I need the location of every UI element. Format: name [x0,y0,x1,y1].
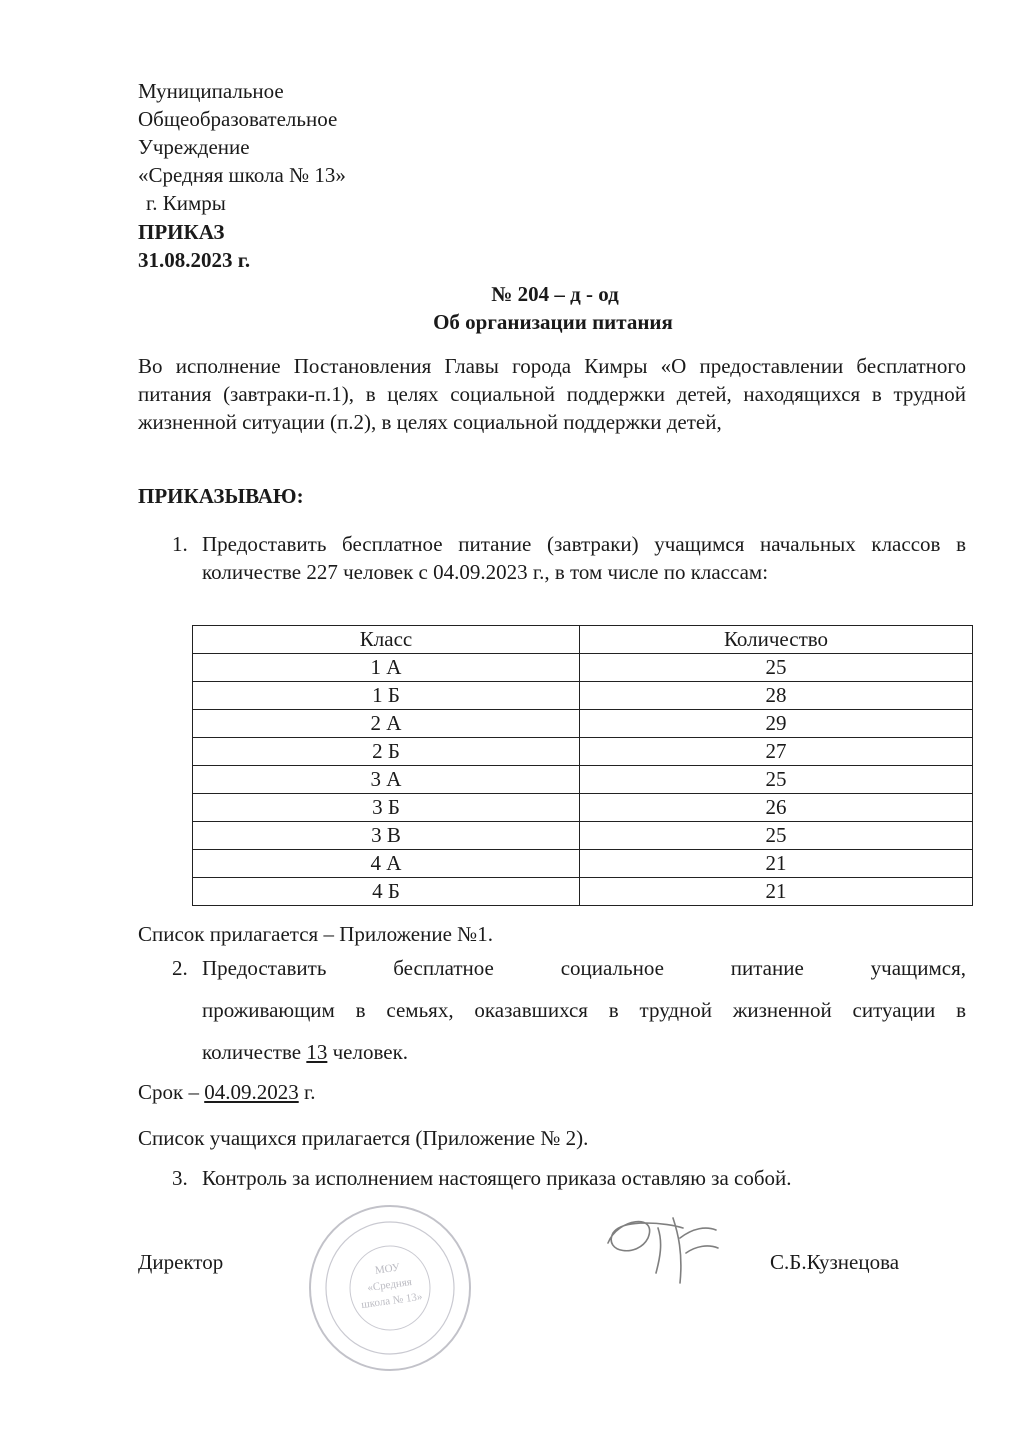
table-cell-count: 25 [580,654,973,682]
table-header-row [193,626,973,654]
table-header-count: Количество [580,626,973,654]
item-3-number: 3. [172,1166,188,1190]
table-cell-count: 26 [580,794,973,822]
table-cell-count: 27 [580,738,973,766]
table-row [193,682,973,710]
table-row [193,766,973,794]
director-signature [588,1198,738,1298]
table-cell-class: 2 А [193,710,580,738]
table-cell-count: 28 [580,682,973,710]
signatory-name: С.Б.Кузнецова [770,1250,900,1274]
table-cell-count: 29 [580,710,973,738]
table-cell-count: 21 [580,850,973,878]
table-cell-class: 4 А [193,850,580,878]
table-cell-count: 21 [580,878,973,906]
item-1-number: 1. [172,532,188,556]
org-name-line-2: Общеобразовательное [138,107,338,131]
list-attached-note-1: Список прилагается – Приложение №1. [138,922,493,946]
school-seal-stamp [305,1200,475,1375]
org-name-line-4: «Средняя школа № 13» [138,163,346,187]
table-cell-class: 1 Б [193,682,580,710]
table-cell-class: 4 Б [193,878,580,906]
org-city: г. Кимры [146,191,226,215]
item-2-number: 2. [172,956,188,980]
preamble-paragraph: Во исполнение Постановления Главы города Кимры «О предоставлении бесплатного питания (завтраки-п.1), в целях социальной поддержки детей, находящихся в трудной жизненной ситуации (п.2), в целях социальной поддержки детей, [138,354,966,434]
stamp-text-2: «Средняя [366,1275,413,1295]
table-cell-class: 3 В [193,822,580,850]
table-row [193,738,973,766]
signatory-position: Директор [138,1250,224,1274]
list-attached-note-2: Список учащихся прилагается (Приложение № 2). [138,1126,589,1150]
table-cell-class: 2 Б [193,738,580,766]
item-2-line-3 [202,1038,408,1066]
item-2-line-1: Предоставить бесплатное социальное питание учащимся, [202,956,966,980]
table-header-class: Класс [193,626,580,654]
deadline-suffix: г. [303,1080,316,1104]
table-row [193,850,973,878]
stamp-text-3: школа № 13» [360,1290,424,1312]
table-row [193,710,973,738]
deadline-line [138,1078,315,1106]
stamp-text-1: МОУ [374,1261,401,1277]
item-2-count-prefix: количестве [202,1040,302,1064]
table-row [193,878,973,906]
order-word: ПРИКАЗЫВАЮ: [138,484,304,508]
item-2-count: 13 [306,1040,328,1064]
classes-table [192,625,973,906]
table-row [193,822,973,850]
doc-number: № 204 – д - од [491,282,619,306]
deadline-prefix: Срок – [138,1080,199,1104]
table-cell-class: 3 А [193,766,580,794]
deadline-date: 04.09.2023 [204,1080,299,1104]
table-cell-class: 1 А [193,654,580,682]
item-3-text: Контроль за исполнением настоящего приказа оставляю за собой. [202,1166,792,1190]
table-row [193,794,973,822]
table-cell-class: 3 Б [193,794,580,822]
table-cell-count: 25 [580,822,973,850]
table-row [193,654,973,682]
doc-type: ПРИКАЗ [138,220,225,244]
item-2-line-2: проживающим в семьях, оказавшихся в трудной жизненной ситуации в [202,998,966,1022]
item-2-count-suffix: человек. [332,1040,409,1064]
table-cell-count: 25 [580,766,973,794]
doc-date: 31.08.2023 г. [138,248,251,272]
item-1-text: Предоставить бесплатное питание (завтраки) учащимся начальных классов в количестве 227 человек с 04.09.2023 г., в том числе по классам: [202,532,966,584]
doc-subject: Об организации питания [433,310,673,334]
org-name-line-3: Учреждение [138,135,250,159]
org-name-line-1: Муниципальное [138,79,284,103]
